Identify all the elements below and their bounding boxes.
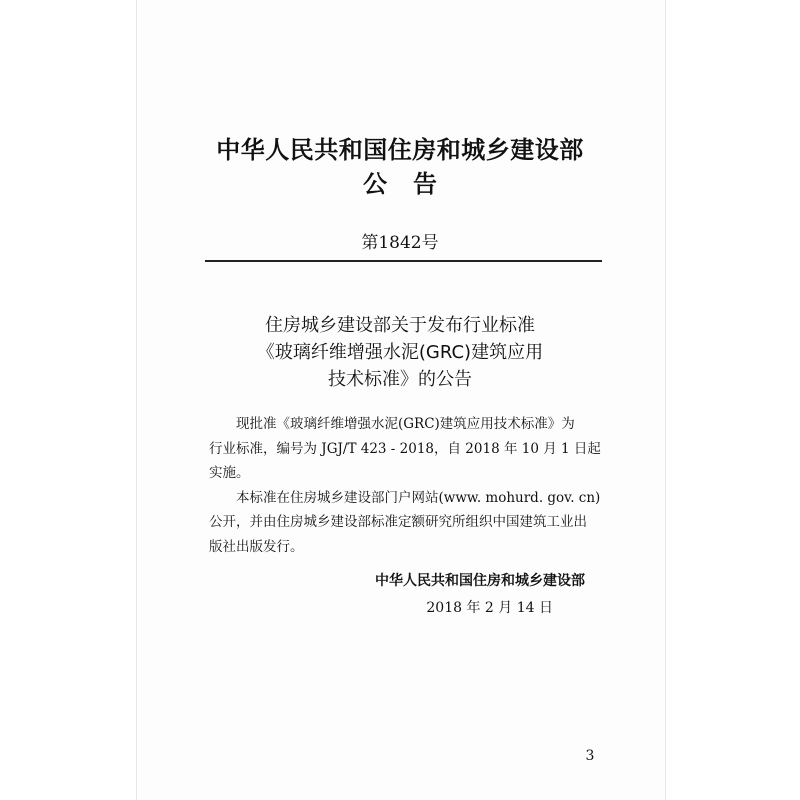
heading-line: 技术标准》的公告 [328,369,472,390]
page-number: 3 [585,748,595,764]
paragraph-line: 版社出版发行。 [209,538,304,555]
heading-line: 《玻璃纤维增强水泥(GRC)建筑应用 [256,342,544,363]
heading-line: 住房城乡建设部关于发布行业标准 [265,315,535,336]
document-page [136,0,666,800]
announcement-number: 第1842号 [361,233,439,253]
document-type: 公告 [363,169,463,198]
paragraph-line: 公开，并由住房城乡建设部标准定额研究所组织中国建筑工业出 [209,514,587,530]
announcement-body [209,412,609,559]
issuer-title: 中华人民共和国住房和城乡建设部 [216,135,584,164]
paragraph-line: 行业标准，编号为 JGJ/T 423 - 2018，自 2018 年 10 月 1 日起 [209,440,601,457]
paragraph-line: 现批准《玻璃纤维增强水泥(GRC)建筑应用技术标准》为 [236,416,575,432]
divider-rule [205,260,602,262]
announcement-heading [0,312,800,393]
paragraph-line: 实施。 [209,465,250,481]
signature-date: 2018 年 2 月 14 日 [426,600,553,616]
paragraph-line: 本标准在住房城乡建设部门户网站(www. mohurd. gov. cn) [236,489,601,506]
signature-issuer: 中华人民共和国住房和城乡建设部 [375,573,585,589]
